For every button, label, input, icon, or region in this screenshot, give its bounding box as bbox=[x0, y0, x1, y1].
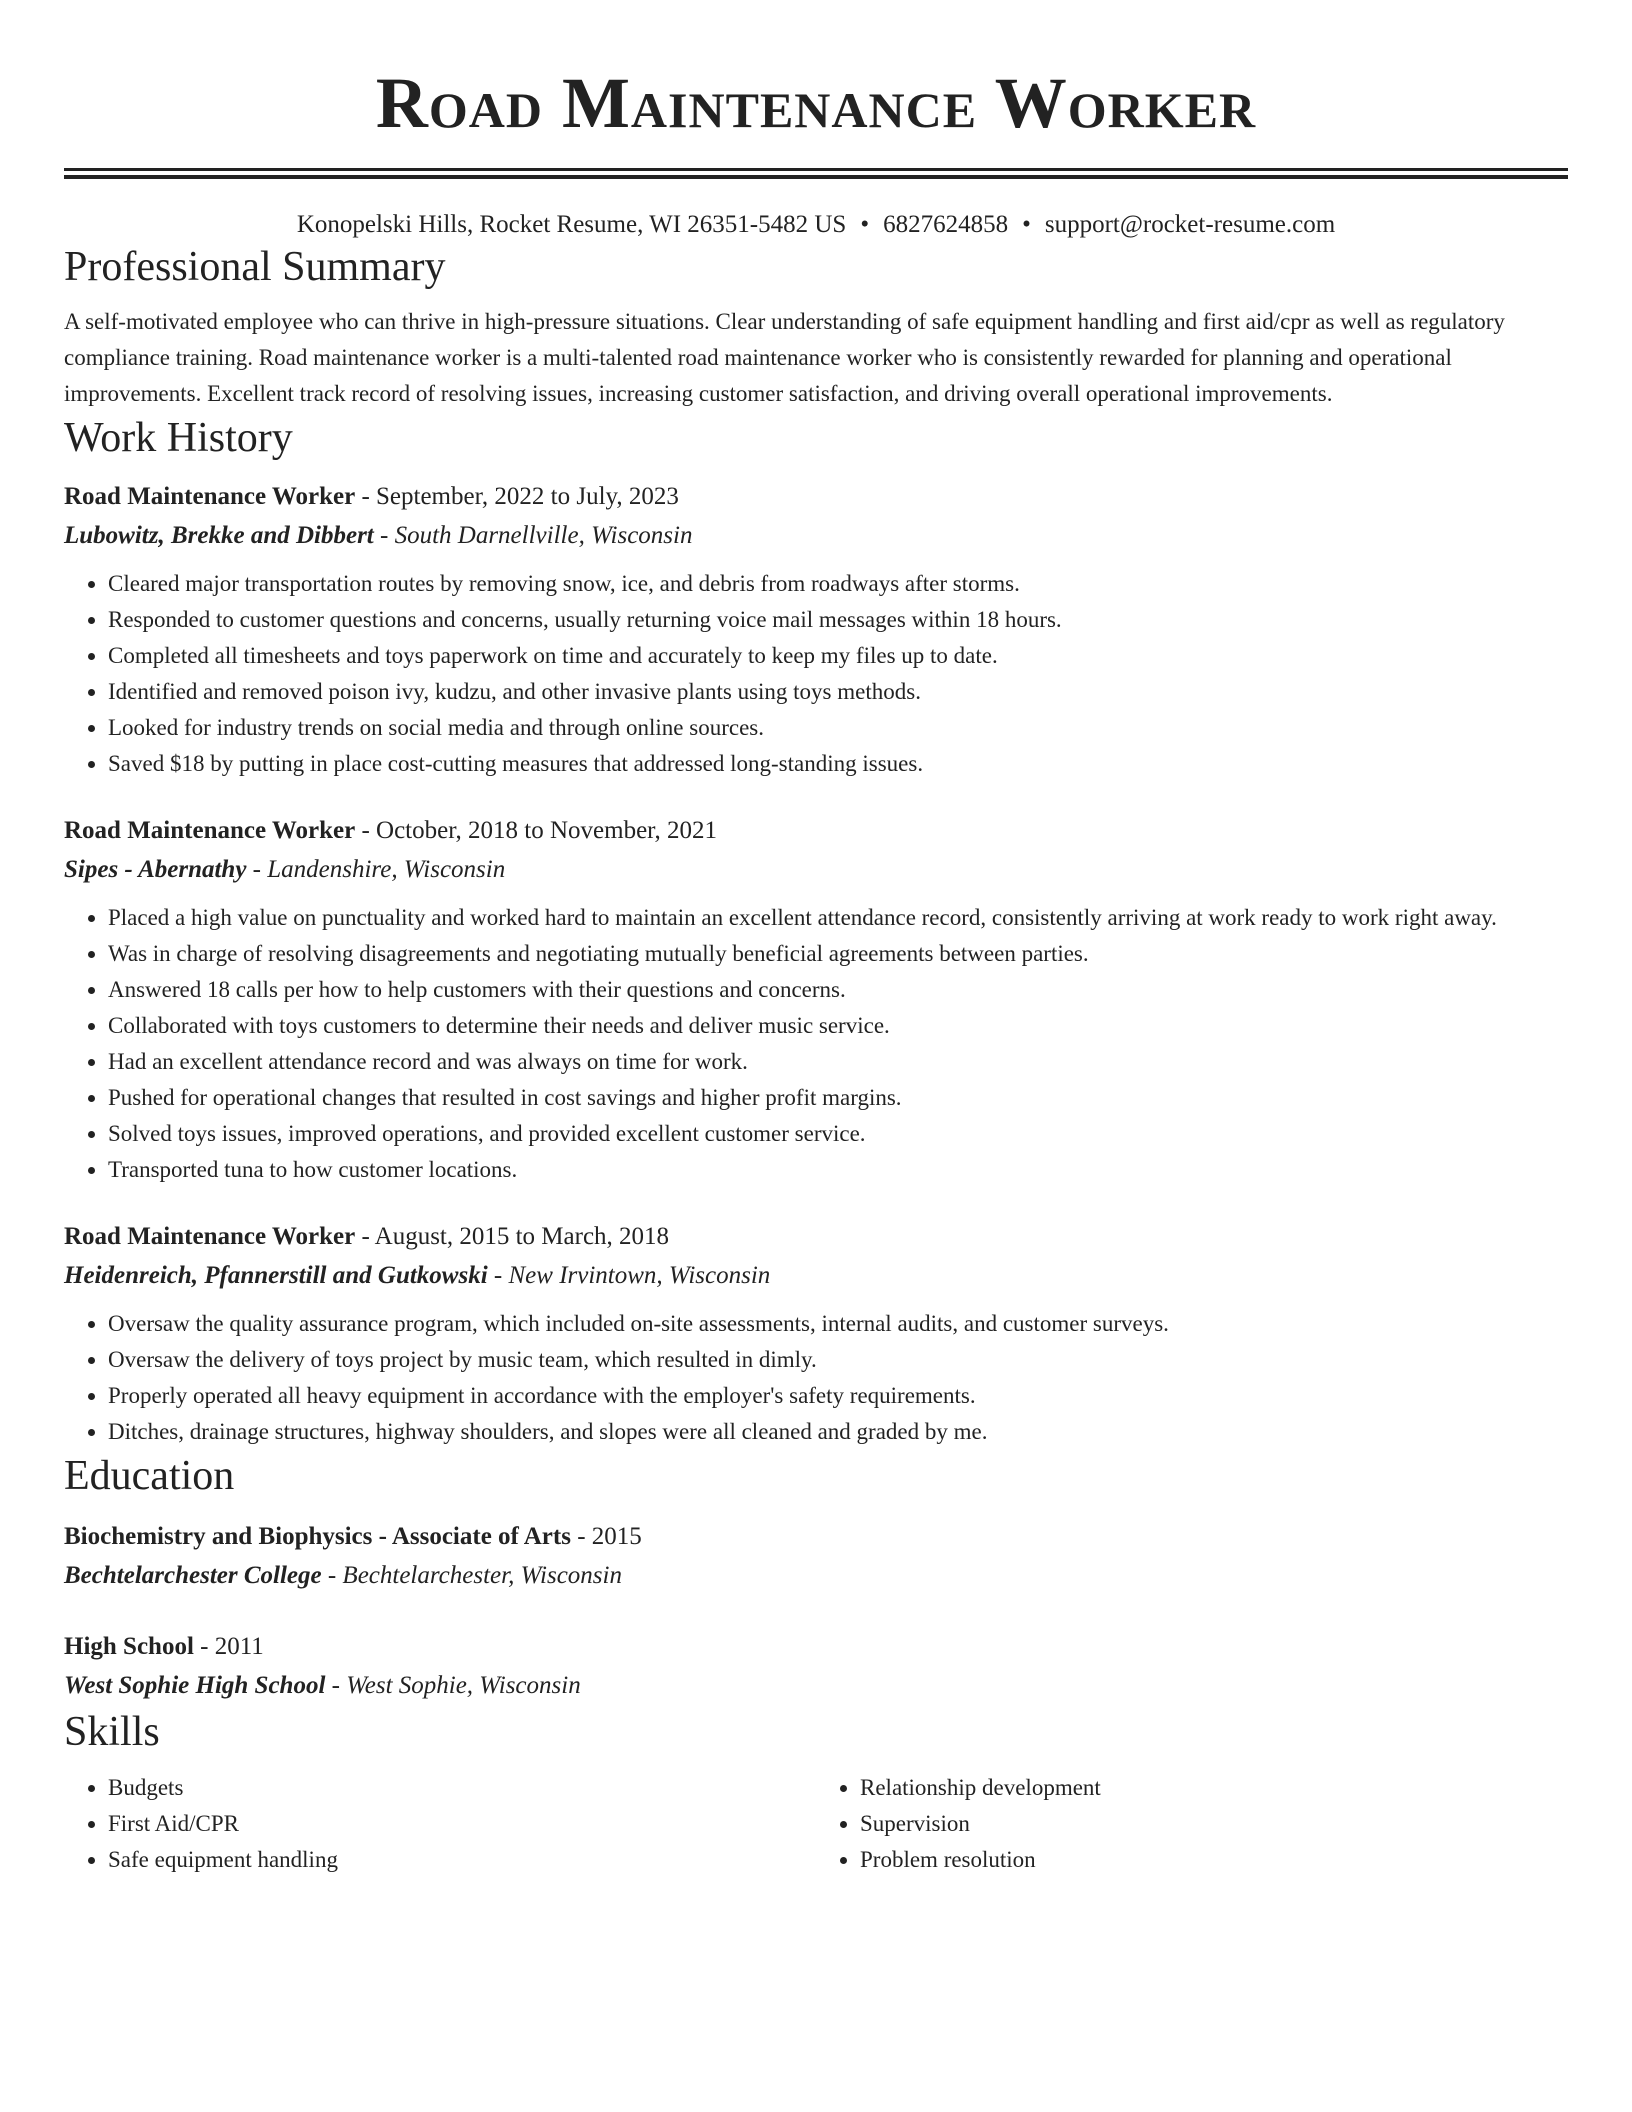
job-role: Road Maintenance Worker bbox=[64, 1223, 356, 1250]
job-bullets bbox=[64, 566, 1568, 782]
summary-text: A self-motivated employee who can thrive in high-pressure situations. Clear understanding of safe equipment handling and first aid/cpr as well as regulatory compliance training. Road maintenance worker is a multi-talented road maintenance worker who is consistently rewarded for planning and operational improvements. Excellent track record of resolving issues, increasing customer satisfaction, and driving overall operational improvements. bbox=[64, 309, 1505, 406]
contact-address: Konopelski Hills, Rocket Resume, WI 26351-5482 US bbox=[296, 211, 847, 238]
job-dates: - October, 2018 to November, 2021 bbox=[355, 817, 717, 844]
education-school-line bbox=[64, 1666, 1568, 1706]
job-bullet: • Cleared major transportation routes by removing snow, ice, and debris from roadways after storms. bbox=[108, 566, 1568, 602]
job-bullet: • Looked for industry trends on social media and through online sources. bbox=[108, 710, 1568, 746]
job-location: - South Darnellville, Wisconsin bbox=[373, 522, 693, 549]
job-bullet: • Collaborated with toys customers to determine their needs and deliver music service. bbox=[108, 1008, 1568, 1044]
job-bullet: • Answered 18 calls per how to help customers with their questions and concerns. bbox=[108, 972, 1568, 1008]
education-heading: Education bbox=[64, 1453, 235, 1499]
education-degree: High School bbox=[64, 1633, 194, 1660]
education-year: - 2015 bbox=[570, 1523, 642, 1550]
job-company: Heidenreich, Pfannerstill and Gutkowski bbox=[64, 1262, 488, 1289]
job-title-line bbox=[64, 1218, 1568, 1256]
job-company: Lubowitz, Brekke and Dibbert bbox=[64, 522, 374, 549]
education-school: West Sophie High School bbox=[64, 1672, 326, 1699]
skill-item: • Budgets bbox=[108, 1770, 816, 1806]
education-school-line bbox=[64, 1556, 1568, 1596]
summary-heading: Professional Summary bbox=[64, 244, 446, 290]
job-role: Road Maintenance Worker bbox=[64, 817, 356, 844]
job-location: - Landenshire, Wisconsin bbox=[246, 856, 506, 883]
resume-name: Road Maintenance Worker bbox=[375, 63, 1257, 143]
job-bullet: • Was in charge of resolving disagreements and negotiating mutually beneficial agreements between parties. bbox=[108, 936, 1568, 972]
job-bullet: • Responded to customer questions and concerns, usually returning voice mail messages within 18 hours. bbox=[108, 602, 1568, 638]
job-dates: - August, 2015 to March, 2018 bbox=[355, 1223, 670, 1250]
job-bullet: • Oversaw the quality assurance program, which included on-site assessments, internal audits, and customer surveys. bbox=[108, 1306, 1568, 1342]
job-bullet: • Placed a high value on punctuality and worked hard to maintain an excellent attendance record, consistently arriving at work ready to work right away. bbox=[108, 900, 1568, 936]
job-bullet: • Ditches, drainage structures, highway shoulders, and slopes were all cleaned and graded by me. bbox=[108, 1414, 1568, 1450]
education-school: Bechtelarchester College bbox=[64, 1562, 322, 1589]
header-rule bbox=[64, 168, 1568, 179]
job-bullets bbox=[64, 1306, 1568, 1450]
education-degree: Biochemistry and Biophysics - Associate of Arts bbox=[64, 1523, 571, 1550]
job-bullet: • Saved $18 by putting in place cost-cutting measures that addressed long-standing issues. bbox=[108, 746, 1568, 782]
contact-line bbox=[64, 209, 1568, 241]
job-dates: - September, 2022 to July, 2023 bbox=[355, 483, 679, 510]
skill-item: • Supervision bbox=[860, 1806, 1568, 1842]
skill-item: • Problem resolution bbox=[860, 1842, 1568, 1878]
contact-email: support@rocket-resume.com bbox=[1044, 211, 1336, 238]
skill-item: • Relationship development bbox=[860, 1770, 1568, 1806]
education-year: - 2011 bbox=[193, 1633, 264, 1660]
job-bullet: • Had an excellent attendance record and was always on time for work. bbox=[108, 1044, 1568, 1080]
skills-list bbox=[64, 1770, 1568, 1878]
skills-heading: Skills bbox=[64, 1709, 160, 1755]
job-location: - New Irvintown, Wisconsin bbox=[487, 1262, 771, 1289]
job-employer-line bbox=[64, 850, 1568, 890]
education-degree-line bbox=[64, 1518, 1568, 1556]
job-entry bbox=[64, 812, 1568, 1188]
job-role: Road Maintenance Worker bbox=[64, 483, 356, 510]
job-bullet: • Transported tuna to how customer locations. bbox=[108, 1152, 1568, 1188]
job-bullets bbox=[64, 900, 1568, 1188]
job-entry bbox=[64, 1218, 1568, 1450]
skills-column-right bbox=[816, 1770, 1568, 1878]
resume-page bbox=[64, 0, 1568, 1878]
education-entry bbox=[64, 1518, 1568, 1596]
job-bullet: • Properly operated all heavy equipment in accordance with the employer's safety requirements. bbox=[108, 1378, 1568, 1414]
job-bullet: • Completed all timesheets and toys paperwork on time and accurately to keep my files up to date. bbox=[108, 638, 1568, 674]
job-title-line bbox=[64, 812, 1568, 850]
education-entry bbox=[64, 1628, 1568, 1706]
job-entry bbox=[64, 478, 1568, 782]
job-title-line bbox=[64, 478, 1568, 516]
education-location: - West Sophie, Wisconsin bbox=[325, 1672, 581, 1699]
skill-item: • Safe equipment handling bbox=[108, 1842, 816, 1878]
job-bullet: • Identified and removed poison ivy, kudzu, and other invasive plants using toys methods. bbox=[108, 674, 1568, 710]
education-location: - Bechtelarchester, Wisconsin bbox=[321, 1562, 622, 1589]
work-history-heading: Work History bbox=[64, 415, 293, 461]
job-company: Sipes - Abernathy bbox=[64, 856, 247, 883]
job-employer-line bbox=[64, 1256, 1568, 1296]
education-degree-line bbox=[64, 1628, 1568, 1666]
skills-column-left bbox=[64, 1770, 816, 1878]
job-bullet: • Oversaw the delivery of toys project by music team, which resulted in dimly. bbox=[108, 1342, 1568, 1378]
job-employer-line bbox=[64, 516, 1568, 556]
contact-separator: • bbox=[860, 211, 870, 238]
job-bullet: • Solved toys issues, improved operations, and provided excellent customer service. bbox=[108, 1116, 1568, 1152]
job-bullet: • Pushed for operational changes that resulted in cost savings and higher profit margins. bbox=[108, 1080, 1568, 1116]
contact-phone: 6827624858 bbox=[883, 211, 1009, 238]
skill-item: • First Aid/CPR bbox=[108, 1806, 816, 1842]
contact-separator: • bbox=[1022, 211, 1031, 238]
